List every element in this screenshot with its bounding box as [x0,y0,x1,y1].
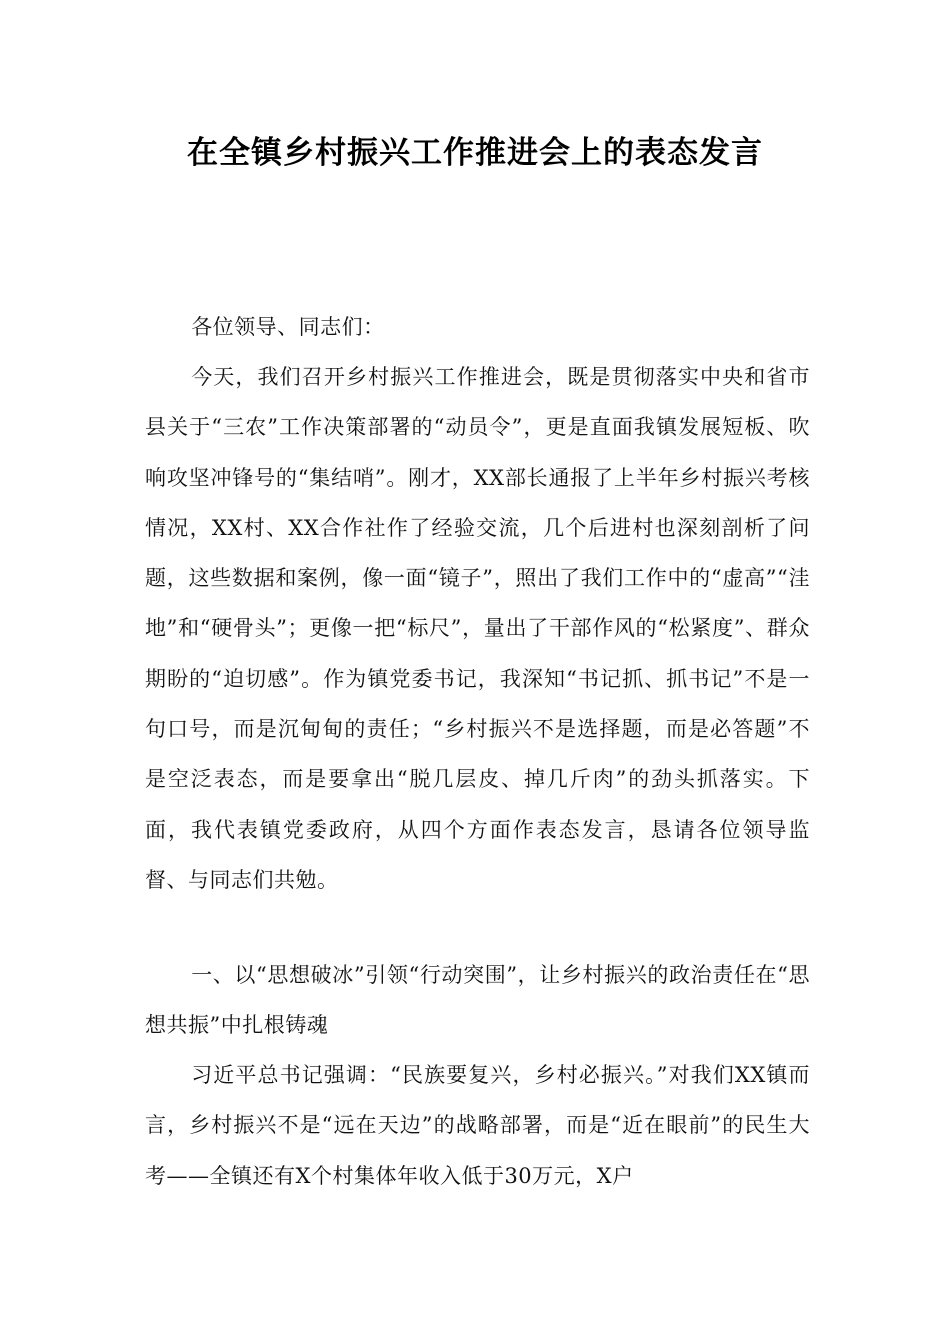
opening-paragraph-text: 今天，我们召开乡村振兴工作推进会，既是贯彻落实中央和省市县关于“三农”工作决策部署的“动员令”，更是直面我镇发展短板、吹响攻坚冲锋号的“集结哨”。刚才，XX部长通报了上半年乡村振兴考核情况，XX村、XX合作社作了经验交流，几个后进村也深刻剖析了问题，这些数据和案例，像一面“镜子”，照出了我们工作中的“虚高”“洼地”和“硬骨头”；更像一把“标尺”，量出了干部作风的“松紧度”、群众期盼的“迫切感”。作为镇党委书记，我深知“书记抓、抓书记”不是一句口号，而是沉甸甸的责任；“乡村振兴不是选择题，而是必答题”不是空泛表态，而是要拿出“脱几层皮、掉几斤肉”的劲头抓落实。下面，我代表镇党委政府，从四个方面作表态发言，恳请各位领导监督、与同志们共勉。 [145,365,810,892]
section-heading-1-text: 一、以“思想破冰”引领“行动突围”，让乡村振兴的政治责任在“思想共振”中扎根铸魂 [145,963,810,1038]
opening-paragraph [145,352,810,905]
section-1-paragraph [145,1050,810,1201]
greeting-paragraph [145,302,810,352]
greeting-text: 各位领导、同志们： [191,315,385,339]
document-title: 在全镇乡村振兴工作推进会上的表态发言 [187,135,763,171]
section-1-paragraph-text: 习近平总书记强调：“民族要复兴，乡村必振兴。”对我们XX镇而言，乡村振兴不是“远在天边”的战略部署，而是“近在眼前”的民生大考——全镇还有X个村集体年收入低于30万元，X户 [145,1063,810,1188]
section-heading-1 [145,950,810,1051]
